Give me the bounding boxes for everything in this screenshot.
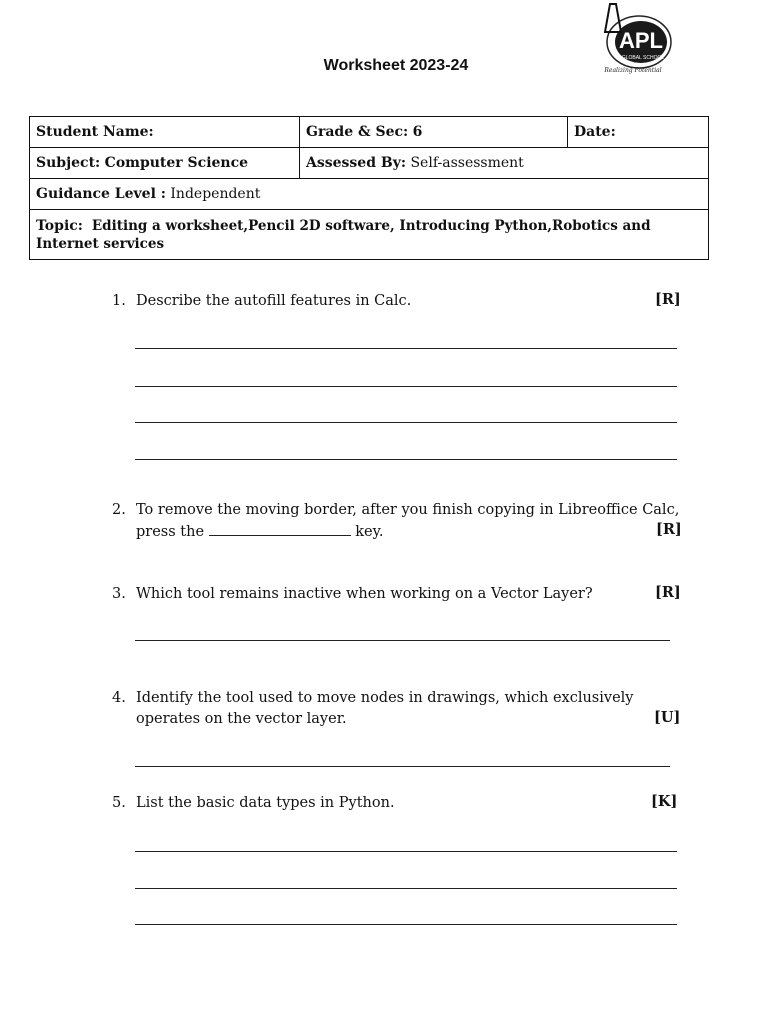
date-cell[interactable] [568,117,709,148]
answer-line[interactable] [135,851,677,852]
question-text: List the basic data types in Python. [136,795,395,811]
subject-value: Computer Science [104,155,249,171]
question-text: Describe the autofill features in Calc. [136,293,412,309]
question-text-prefix: press the [136,524,205,540]
question-number: 3. [112,586,126,602]
subject-cell [30,148,300,179]
question-number: 4. [112,690,126,706]
topic-cell [30,210,709,260]
logo-text: APL [619,28,663,53]
grade-cell [300,117,568,148]
guidance-label: Guidance Level : [36,186,166,202]
worksheet-title: Worksheet 2023-24 [323,57,469,74]
question-text: Which tool remains inactive when working on a Vector Layer? [136,586,593,602]
question-2-tag: [R] [656,521,682,538]
answer-line[interactable] [135,459,677,460]
guidance-cell [30,179,709,210]
answer-line[interactable] [135,888,677,889]
question-4-tag: [U] [654,709,681,726]
student-name-cell[interactable] [30,117,300,148]
question-1-tag: [R] [655,291,681,308]
date-label: Date: [574,124,616,140]
student-info-table [29,116,709,260]
answer-line[interactable] [135,766,670,767]
answer-line[interactable] [135,348,677,349]
question-5-tag: [K] [651,793,678,810]
assessed-value: Self-assessment [410,155,524,171]
question-number: 5. [112,795,126,811]
question-number: 1. [112,293,126,309]
answer-line[interactable] [135,386,677,387]
logo-subtext: GLOBAL SCHOOL [621,55,665,61]
logo-tagline: Realizing Potential [604,67,662,74]
grade-value: 6 [412,124,423,140]
question-text-suffix: key. [355,524,384,540]
topic-label: Topic: [36,217,83,234]
assessed-label: Assessed By: [306,155,407,171]
grade-label: Grade & Sec: [306,124,409,140]
answer-line[interactable] [135,640,670,641]
question-number: 2. [112,502,126,518]
fill-in-blank[interactable] [209,521,351,536]
topic-value: Editing a worksheet,Pencil 2D software, Introducing Python,Robotics and Internet services [36,217,651,252]
question-3-tag: [R] [655,584,681,601]
question-text: operates on the vector layer. [136,711,347,727]
answer-line[interactable] [135,924,677,925]
student-name-label: Student Name: [36,124,154,140]
subject-label: Subject: [36,155,101,171]
assessed-cell [300,148,709,179]
question-text: To remove the moving border, after you finish copying in Libreoffice Calc, [136,502,680,518]
answer-line[interactable] [135,422,677,423]
question-text: Identify the tool used to move nodes in drawings, which exclusively [136,690,634,706]
guidance-value: Independent [170,186,261,202]
